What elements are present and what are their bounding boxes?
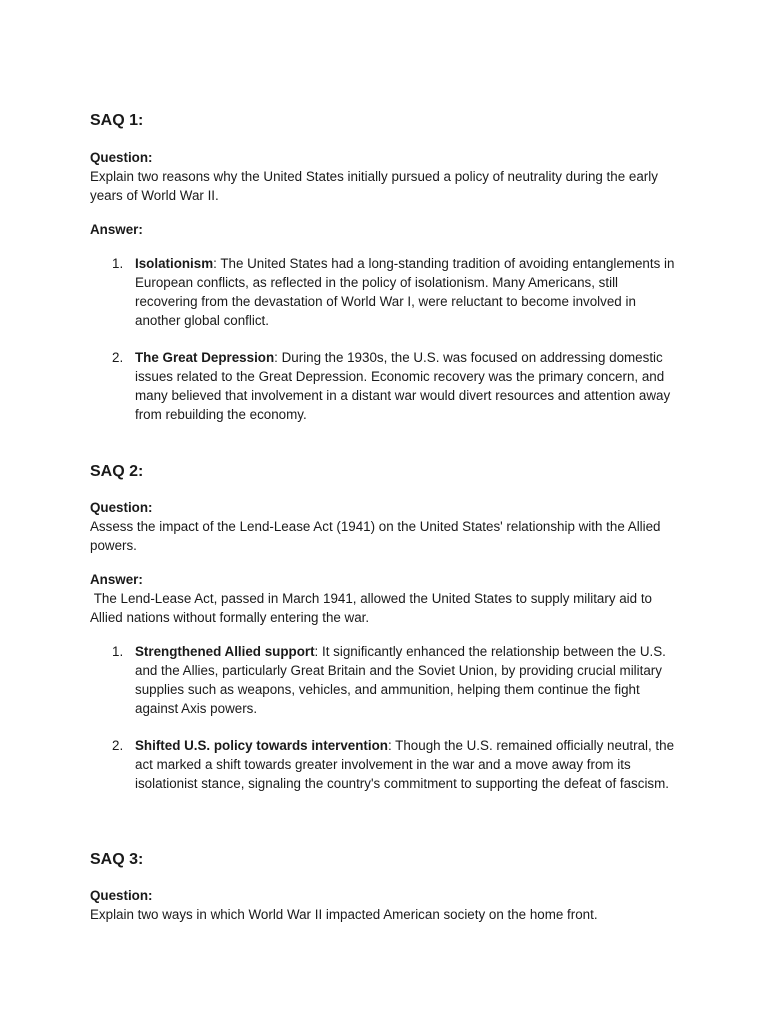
list-item-body [135,254,683,330]
list-number: 2. [112,350,124,365]
list-number: 1. [112,256,124,271]
list-item-text: : Though the U.S. remained officially neutral, the act marked a shift towards greater involvement in the war and a move away from its isolationist stance, signaling the country's commitment to supporting the defeat of fascism. [135,738,675,791]
list-item-body [135,348,683,424]
list-item-body [135,736,683,793]
list-item-term: The Great Depression [135,350,275,365]
list-item-text: : During the 1930s, the U.S. was focused on addressing domestic issues related to the Great Depression. Economic recovery was the primary concern, and many believed that involvement in a distant war would divert resources and attention away from rebuilding the economy. [135,350,671,422]
saq-2-answer-intro: The Lend-Lease Act, passed in March 1941, allowed the United States to supply military aid to Allied nations without formally entering the war. [90,591,655,625]
list-item-body [135,642,683,718]
saq-1-answer-label: Answer: [90,222,143,237]
list-item-term: Isolationism [135,256,214,271]
list-number: 2. [112,738,124,753]
list-item-text: : The United States had a long-standing tradition of avoiding entanglements in European conflicts, as reflected in the policy of isolationism. Many Americans, still recovering from the devastation of World War I, were reluctant to become involved in another global conflict. [135,256,675,328]
saq-3-heading: SAQ 3: [90,851,144,868]
list-item-term: Strengthened Allied support [135,644,315,659]
list-item-term: Shifted U.S. policy towards intervention [135,738,388,753]
saq-3-question-text: Explain two ways in which World War II impacted American society on the home front. [90,907,598,922]
saq-1-heading: SAQ 1: [90,112,144,129]
saq-1-question-label: Question: [90,150,153,165]
saq-2-answer-label: Answer: [90,572,143,587]
saq-2-heading: SAQ 2: [90,463,144,480]
saq-3-question-label: Question: [90,888,153,903]
list-number: 1. [112,644,124,659]
list-item-text: : It significantly enhanced the relationship between the U.S. and the Allies, particularly Great Britain and the Soviet Union, by providing crucial military supplies such as weapons, vehicles, and ammunition, helping them continue the fight against Axis powers. [135,644,666,716]
saq-1-question-text: Explain two reasons why the United States initially pursued a policy of neutrality during the early years of World War II. [90,169,658,203]
saq-2-question-text: Assess the impact of the Lend-Lease Act (1941) on the United States' relationship with the Allied powers. [90,519,661,553]
saq-2-question-label: Question: [90,500,153,515]
